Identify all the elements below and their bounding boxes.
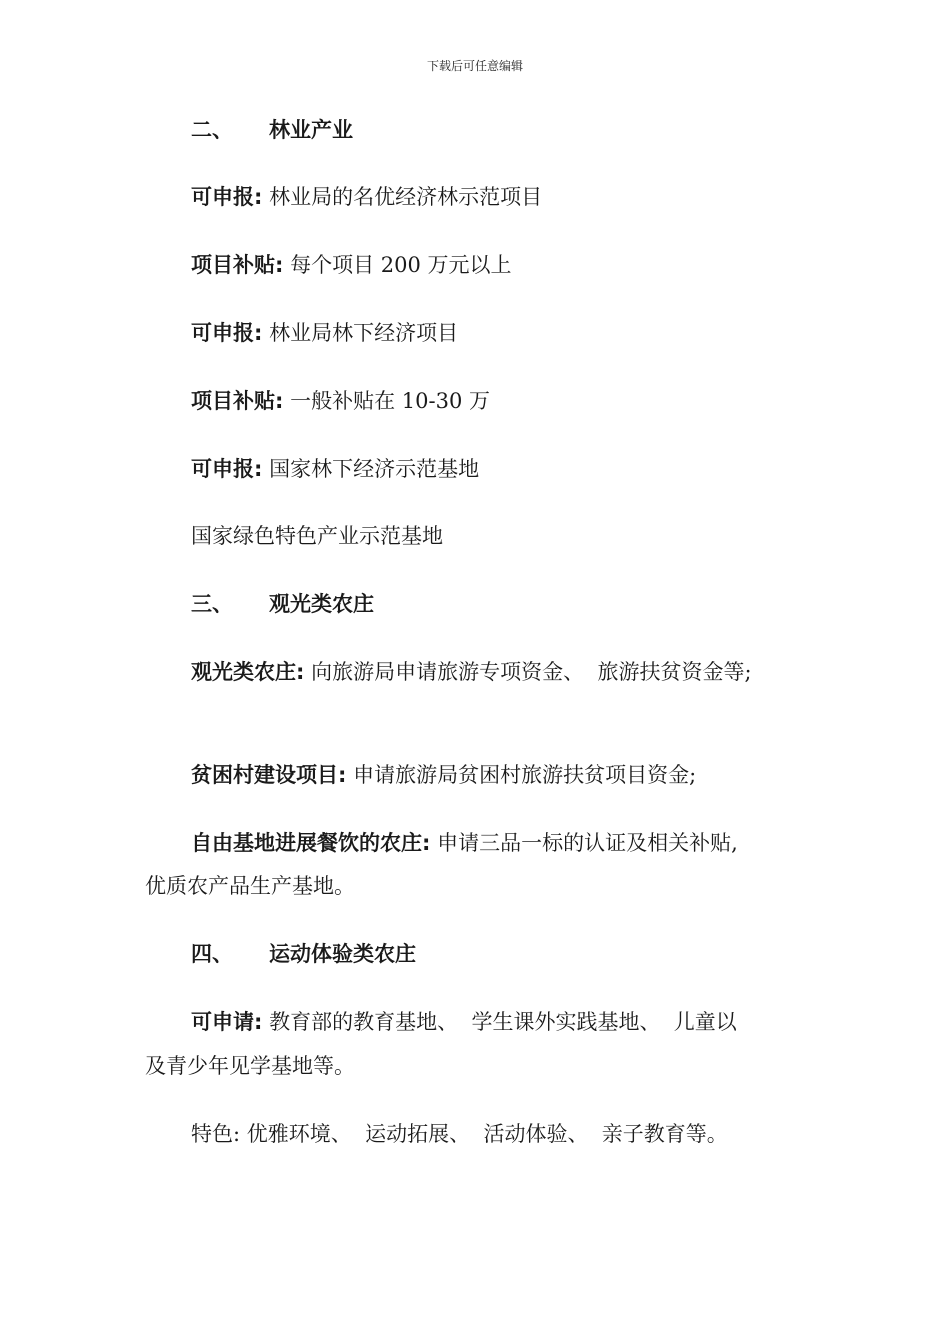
paragraph-label: 项目补贴:	[191, 253, 284, 277]
section-title: 林业产业	[269, 118, 353, 142]
paragraph-label: 可申报:	[191, 457, 263, 481]
section-number: 四、	[191, 942, 233, 966]
paragraph-label: 观光类农庄:	[191, 660, 305, 684]
paragraph-text: 向旅游局申请旅游专项资金、 旅游扶贫资金等;	[311, 660, 752, 684]
paragraph-label: 可申请:	[191, 1010, 263, 1034]
paragraph-text: 林业局的名优经济林示范项目	[269, 185, 543, 209]
paragraph-label: 自由基地进展餐饮的农庄:	[191, 831, 431, 855]
paragraph-text: 申请三品一标的认证及相关补贴,	[437, 831, 738, 855]
paragraph: 特色: 优雅环境、 运动拓展、 活动体验、 亲子教育等。	[191, 1122, 728, 1146]
section-title: 运动体验类农庄	[269, 942, 416, 966]
paragraph	[191, 1008, 737, 1036]
paragraph-text: 一般补贴在 10-30 万	[290, 389, 490, 413]
paragraph-text: 每个项目 200 万元以上	[290, 253, 512, 277]
section-number: 二、	[191, 118, 233, 142]
paragraph-text: 申请旅游局贫困村旅游扶贫项目资金;	[353, 763, 697, 787]
section-heading-tourism	[191, 590, 374, 618]
paragraph-text: 国家林下经济示范基地	[269, 457, 480, 481]
section-title: 观光类农庄	[269, 592, 374, 616]
section-heading-sports	[191, 940, 416, 968]
section-number: 三、	[191, 592, 233, 616]
paragraph-label: 可申报:	[191, 185, 263, 209]
paragraph-label: 项目补贴:	[191, 389, 284, 413]
paragraph-continuation: 及青少年见学基地等。	[145, 1054, 355, 1078]
paragraph	[191, 319, 458, 347]
paragraph	[191, 387, 490, 415]
paragraph	[191, 761, 696, 789]
paragraph	[191, 455, 479, 483]
paragraph-label: 贫困村建设项目:	[191, 763, 347, 787]
paragraph-continuation: 国家绿色特色产业示范基地	[191, 524, 443, 548]
paragraph-text: 林业局林下经济项目	[269, 321, 459, 345]
page-header: 下载后可任意编辑	[426, 59, 523, 73]
paragraph-text: 教育部的教育基地、 学生课外实践基地、 儿童以	[269, 1010, 737, 1034]
section-heading-forestry	[191, 116, 353, 144]
paragraph	[191, 183, 542, 211]
paragraph-label: 可申报:	[191, 321, 263, 345]
paragraph	[191, 251, 512, 279]
paragraph-continuation: 优质农产品生产基地。	[145, 874, 355, 898]
paragraph	[191, 829, 738, 857]
paragraph	[191, 658, 752, 686]
